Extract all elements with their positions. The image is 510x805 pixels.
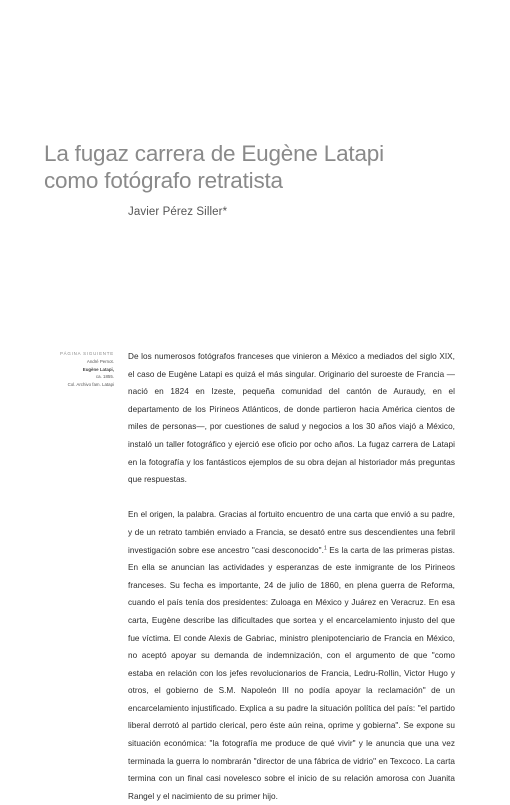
caption-line: Eugène Latapi, bbox=[82, 366, 114, 372]
paragraph-text: Es la carta de las primeras pistas. En ella se anuncian las actividades y esperanzas de este inmigrante de los Pirineos franceses. Su fecha es importante, 24 de julio de 1860, en plena guerra de Reforma, cuando el país tenía dos presidentes: Zuloaga en México y Juárez en Veracruz. En esa carta, Eugène describe las dificultades que sortea y el encarcelamiento injusto del que fue víctima. El conde Alexis de Gabriac, ministro plenipotenciario de Francia en México, no aceptó apoyar su demanda de indemnización, con el argumento de que "como estaba en relación con los jefes revolucionarios de Francia, Ledru-Rollin, Victor Hugo y otros, el gobierno de S.M. Napoleón III no podía apoyar la reclamación" de un encarcelamiento injustificado. Explica a su padre la situación política del país: "el partido liberal derrotó al partido clerical, pero éste aún reina, oprime y gobierna". Se expone su situación económica: "la fotografía me produce de qué vivir" y le anuncia que una vez terminada la guerra lo nombrarán "director de una fábrica de vidrio" en Texcoco. La carta termina con un final casi novelesco sobre el inicio de su relación amorosa con Juanita Rangel y el nacimiento de su primer hijo. bbox=[128, 545, 456, 801]
article-title-line-2: como fotógrafo retratista bbox=[44, 168, 283, 193]
article-body bbox=[128, 348, 455, 805]
figure-caption bbox=[20, 350, 114, 389]
caption-label: PÁGINA SIGUIENTE bbox=[59, 351, 114, 356]
body-paragraph bbox=[128, 506, 455, 805]
paragraph-text: En el origen, la palabra. Gracias al fortuito encuentro de una carta que envió a su padre, y de un retrato también enviado a Francia, se desató entre sus descendientes una febril investigación sobre ese ancestro "casi desconocido". bbox=[128, 510, 455, 555]
article-title bbox=[44, 140, 474, 194]
caption-line: André Pernot. bbox=[86, 358, 114, 364]
article-title-line-1: La fugaz carrera de Eugène Latapi bbox=[44, 141, 384, 166]
caption-line: Col. Archivo fam. Latapi bbox=[67, 382, 114, 388]
article-author: Javier Pérez Siller* bbox=[128, 206, 228, 218]
footnote-marker[interactable]: 1 bbox=[323, 544, 327, 551]
caption-line: ca. 1855. bbox=[95, 374, 114, 380]
body-paragraph: De los numerosos fotógrafos franceses que vinieron a México a mediados del siglo XIX, el caso de Eugène Latapi es quizá el más singular. Originario del suroeste de Francia —nació en 1824 en Izeste, pequeña comunidad del cantón de Auraudy, en el departamento de los Pirineos Atlánticos, de donde partieron hacia América cientos de miles de personas—, por cuestiones de salud y negocios a los 30 años viajó a México, instaló un taller fotográfico y ejerció ese oficio por ocho años. La fugaz carrera de Latapi en la fotografía y los fantásticos ejemplos de su obra dejan al historiador más preguntas que respuestas. bbox=[128, 352, 455, 485]
